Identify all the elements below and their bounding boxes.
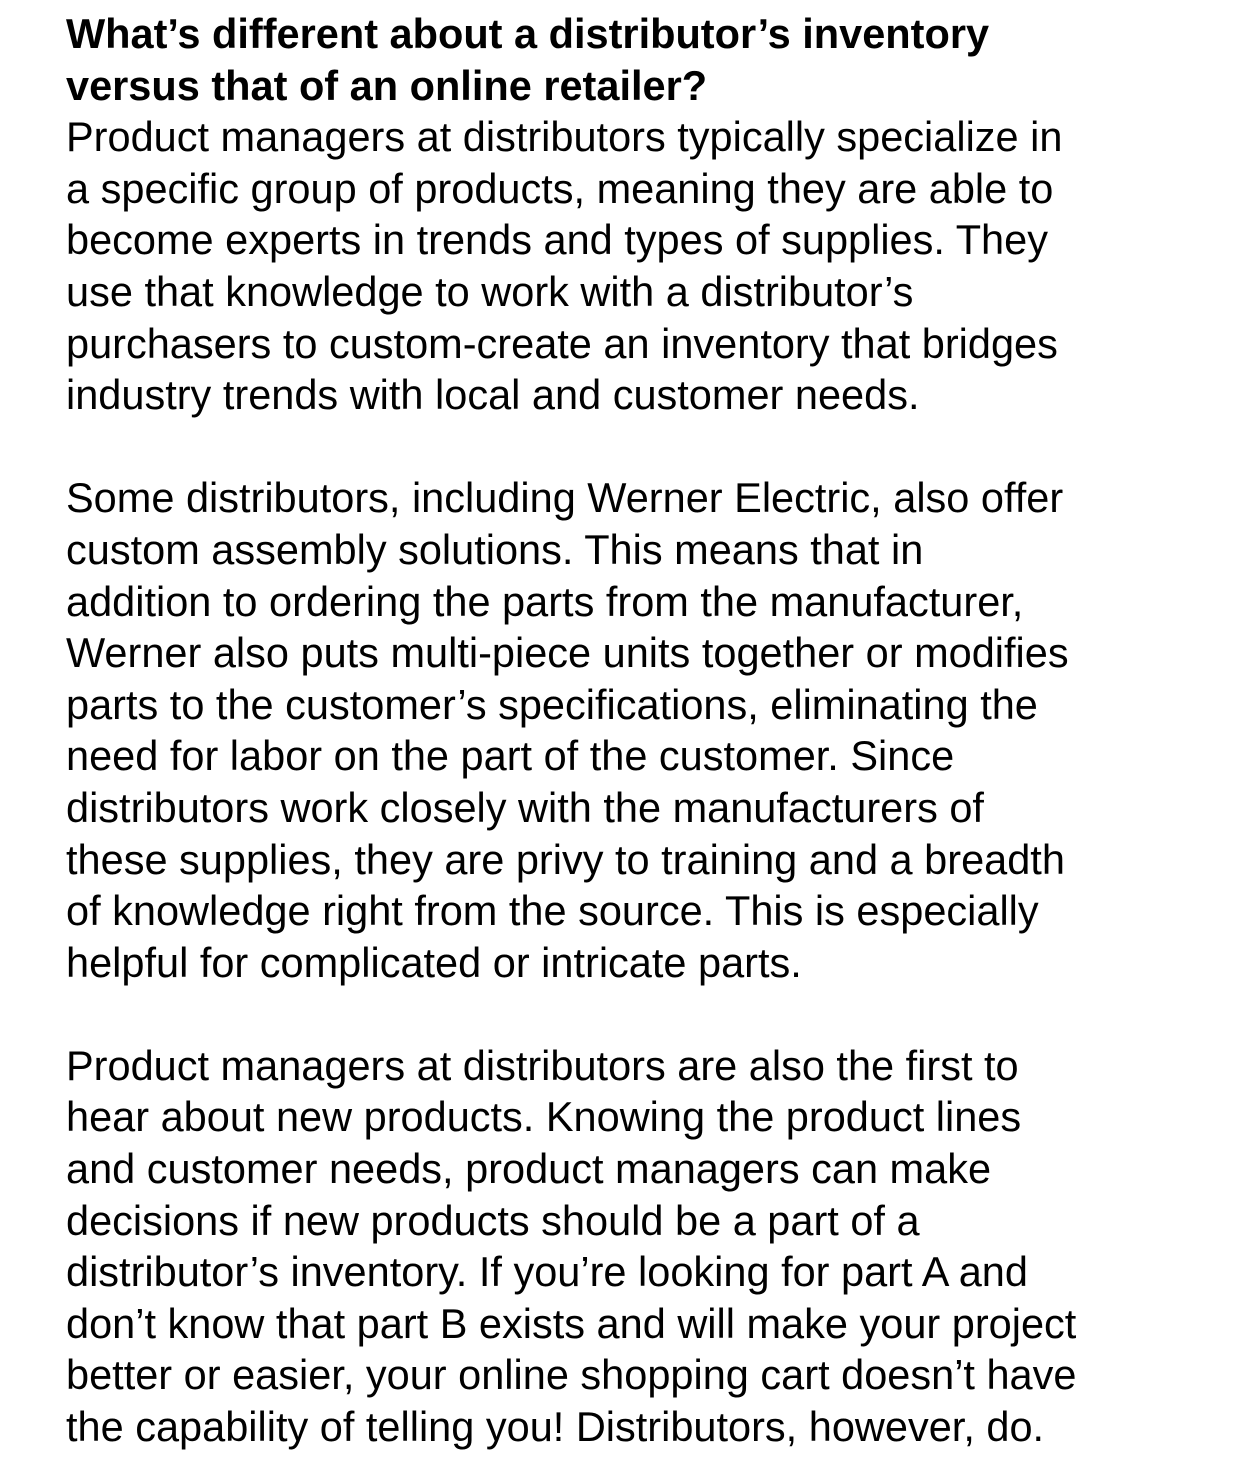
paragraph-line: the capability of telling you! Distributors, however, do. [66,1403,1045,1451]
paragraph-1 [66,111,1206,421]
heading-line: versus that of an online retailer? [66,61,708,109]
paragraph-line: helpful for complicated or intricate parts. [66,938,802,986]
paragraph-line: don’t know that part B exists and will make your project [66,1299,1077,1347]
paragraph-line: industry trends with local and customer needs. [66,371,920,419]
paragraph-line: a specific group of products, meaning they are able to [66,164,1054,212]
paragraph-line: purchasers to custom-create an inventory that bridges [66,319,1058,367]
paragraph-line: and customer needs, product managers can make [66,1145,992,1193]
paragraph-line: distributor’s inventory. If you’re looking for part A and [66,1248,1028,1296]
paragraph-line: these supplies, they are privy to training and a breadth [66,835,1065,883]
paragraph-line: custom assembly solutions. This means that in [66,525,924,573]
paragraph-line: become experts in trends and types of supplies. They [66,216,1048,264]
paragraph-line: Werner also puts multi-piece units together or modifies [66,629,1069,677]
paragraph-line: decisions if new products should be a part of a [66,1196,920,1244]
paragraph-line: Product managers at distributors are also the first to [66,1041,1019,1089]
paragraph-2 [66,472,1206,988]
paragraph-3 [66,1040,1206,1453]
paragraph-line: Some distributors, including Werner Electric, also offer [66,474,1064,522]
article-heading [66,8,1206,111]
paragraph-line: hear about new products. Knowing the product lines [66,1093,1022,1141]
paragraph-line: Product managers at distributors typically specialize in [66,113,1063,161]
heading-line: What’s different about a distributor’s inventory [66,10,990,57]
paragraph-line: better or easier, your online shopping cart doesn’t have [66,1351,1077,1399]
paragraph-line: use that knowledge to work with a distributor’s [66,267,914,315]
paragraph-line: addition to ordering the parts from the manufacturer, [66,577,1024,625]
paragraph-line: parts to the customer’s specifications, eliminating the [66,680,1038,728]
article [66,8,1206,1453]
paragraph-line: distributors work closely with the manufacturers of [66,783,984,831]
paragraph-line: need for labor on the part of the customer. Since [66,732,955,780]
paragraph-line: of knowledge right from the source. This is especially [66,887,1039,935]
